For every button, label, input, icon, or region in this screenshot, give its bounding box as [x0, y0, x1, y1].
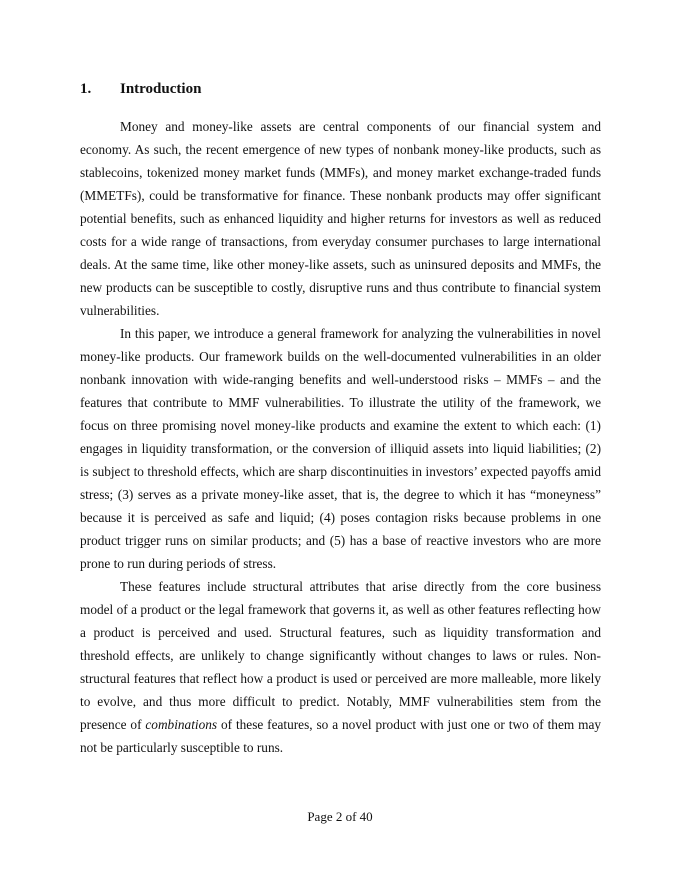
page-number: Page 2 of 40 — [307, 809, 373, 824]
paragraph-2: In this paper, we introduce a general framework for analyzing the vulnerabilities in novel money-like products. Our framework builds on the well-documented vulnerabilities in an older nonbank innovation with wide-ranging benefits and well-understood risks – MMFs – and the features that contribute to MMF vulnerabilities. To illustrate the utility of the framework, we focus on three promising novel money-like products and examine the extent to which each: (1) engages in liquidity transformation, or the conversion of illiquid assets into liquid liabilities; (2) is subject to threshold effects, which are sharp discontinuities in investors’ expected payoffs amid stress; (3) serves as a private money-like asset, that is, the degree to which it has “moneyness” because it is perceived as safe and liquid; (4) poses contagion risks because problems in one product trigger runs on similar products; and (5) has a base of reactive investors who are more prone to run during periods of stress. — [80, 326, 601, 571]
paragraph-3 — [80, 575, 601, 759]
paragraph-3-text-after: of these features, so a novel product with just one or two of them may not be particularly susceptible to runs. — [80, 717, 601, 755]
paragraph-3-text-before: These features include structural attributes that arise directly from the core business model of a product or the legal framework that governs it, as well as other features reflecting how a product is perceived and used. Structural features, such as liquidity transformation and threshold effects, are unlikely to change significantly without changes to laws or rules. Non-structural features that reflect how a product is used or perceived are more malleable, more likely to evolve, and thus more difficult to predict. Notably, MMF vulnerabilities stem from the presence of — [80, 579, 601, 732]
section-number: 1. — [80, 81, 92, 97]
paragraph-3-emphasis: combinations — [145, 717, 218, 732]
body-text — [80, 115, 601, 759]
section-title: Introduction — [120, 81, 202, 97]
section-heading — [80, 79, 201, 99]
page-footer — [0, 808, 680, 826]
paragraph-1: Money and money-like assets are central components of our financial system and economy. As such, the recent emergence of new types of nonbank money-like products, such as stablecoins, tokenized money market funds (MMFs), and money market exchange-traded funds (MMETFs), could be transformative for finance. These nonbank products may offer significant potential benefits, such as enhanced liquidity and higher returns for investors as well as reduced costs for a wide range of transactions, from everyday consumer purchases to large international deals. At the same time, like other money-like assets, such as uninsured deposits and MMFs, the new products can be susceptible to costly, disruptive runs and thus contribute to financial system vulnerabilities. — [80, 119, 601, 318]
